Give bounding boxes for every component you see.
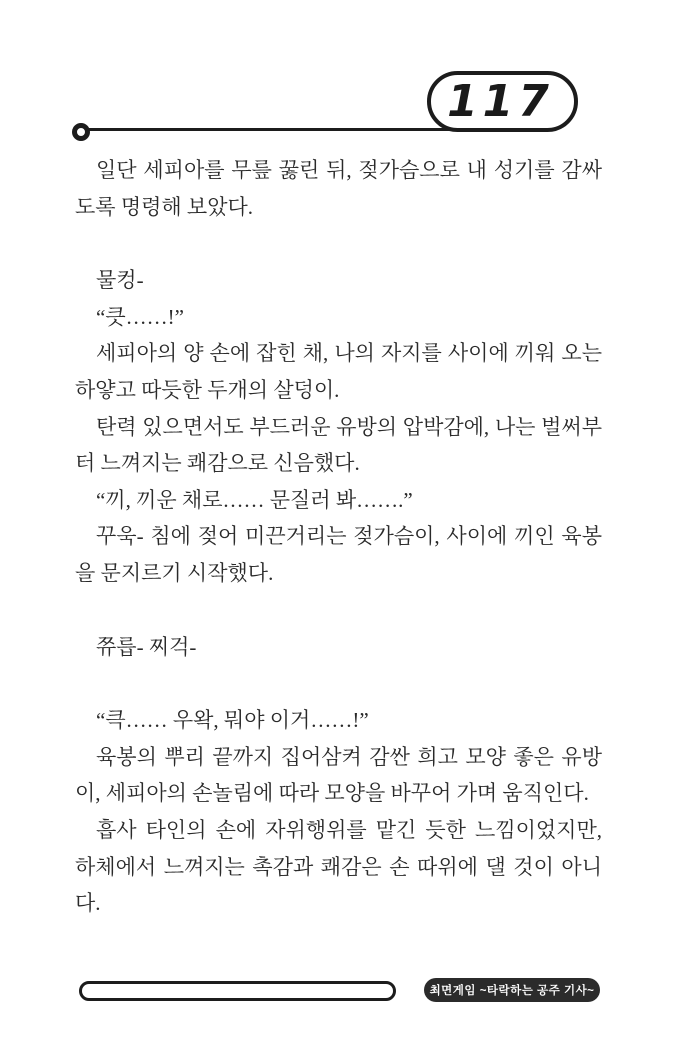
series-badge	[424, 978, 600, 1002]
paragraph: 흡사 타인의 손에 자위행위를 맡긴 듯한 느낌이었지만, 하체에서 느껴지는 촉감과 쾌감은 손 따위에 댈 것이 아니다.	[75, 817, 602, 916]
body-text	[75, 152, 602, 922]
footer-rule-box	[79, 981, 396, 1001]
rule-end-ring-icon	[72, 123, 90, 141]
series-badge-label: 최면게임 ~타락하는 공주 기사~	[429, 985, 595, 997]
paragraph: 물컹-	[96, 268, 144, 293]
page-number-badge	[427, 71, 578, 132]
header-rule	[86, 128, 478, 131]
paragraph: 탄력 있으면서도 부드러운 유방의 압박감에, 나는 벌써부터 느껴지는 쾌감으로 신음했다.	[75, 414, 602, 476]
paragraph: “큿……!”	[96, 304, 184, 329]
paragraph: 쮸릅- 찌걱-	[96, 634, 197, 659]
paragraph: “끼, 끼운 채로…… 문질러 봐…….”	[96, 487, 413, 512]
paragraph: “큭…… 우왁, 뭐야 이거……!”	[96, 708, 369, 733]
page-number: 117	[447, 76, 554, 127]
paragraph: 육봉의 뿌리 끝까지 집어삼켜 감싼 희고 모양 좋은 유방이, 세피아의 손놀림에 따라 모양을 바꾸어 가며 움직인다.	[75, 744, 602, 806]
paragraph: 꾸욱- 침에 젖어 미끈거리는 젖가슴이, 사이에 끼인 육봉을 문지르기 시작했다.	[75, 524, 602, 585]
paragraph: 일단 세피아를 무릎 꿇린 뒤, 젖가슴으로 내 성기를 감싸도록 명령해 보았다.	[75, 158, 602, 219]
paragraph: 세피아의 양 손에 잡힌 채, 나의 자지를 사이에 끼워 오는 하얗고 따듯한 두개의 살덩이.	[75, 341, 602, 402]
